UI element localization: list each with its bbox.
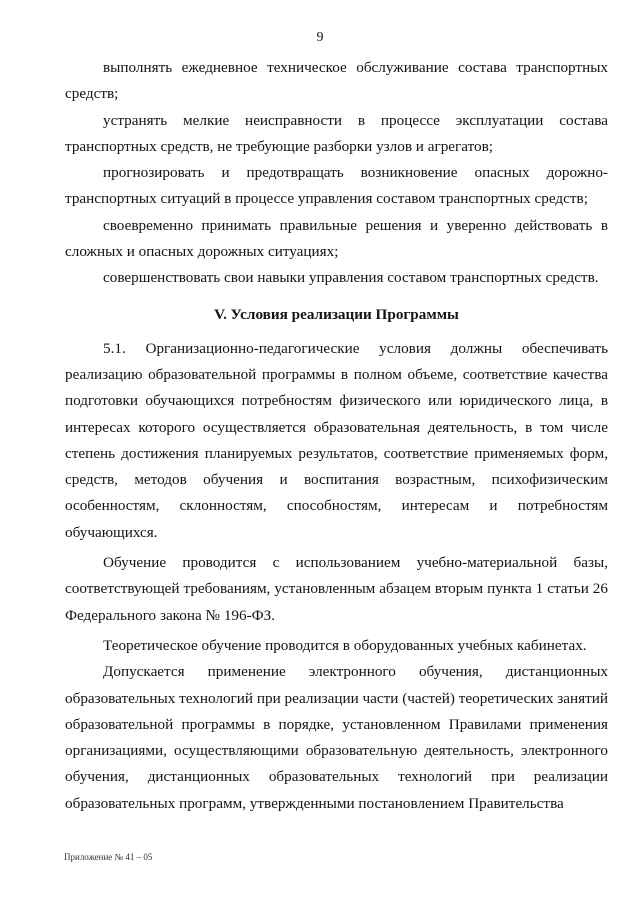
paragraph: Теоретическое обучение проводится в оборудованных учебных кабинетах.	[103, 636, 587, 654]
page-footer: Приложение № 41 – 05	[64, 852, 153, 862]
paragraph: 5.1. Организационно-педагогические условия должны обеспечивать реализацию образовательной программы в полном объеме, соответствие качества подготовки обучающихся потребностям физического или юридического лица, в интересах которого осуществляется образовательная деятельность, в том числе степень достижения планируемых результатов, соответствие применяемых форм, средств, методов обучения и воспитания возрастным, психофизическим особенностям, склонностям, способностям, интересам и потребностям обучающихся.	[65, 339, 608, 541]
list-item: устранять мелкие неисправности в процессе эксплуатации состава транспортных средств, не требующие разборки узлов и агрегатов;	[65, 111, 608, 155]
page-content	[65, 55, 608, 817]
list-item: выполнять ежедневное техническое обслуживание состава транспортных средств;	[65, 59, 608, 103]
paragraph: Допускается применение электронного обучения, дистанционных образовательных технологий при реализации части (частей) теоретических занятий образовательной программы в порядке, установленном Правилами применения организациями, осуществляющими образовательную деятельность, электронного обучения, дистанционных образовательных технологий при реализации образовательных программ, утвержденными постановлением Правительства	[65, 663, 608, 812]
list-item: совершенствовать свои навыки управления составом транспортных средств.	[103, 269, 599, 287]
paragraph: Обучение проводится с использованием учебно-материальной базы, соответствующей требованиям, установленным абзацем вторым пункта 1 статьи 26 Федерального закона № 196-ФЗ.	[65, 554, 608, 624]
page-number: 9	[316, 30, 324, 45]
section-heading: V. Условия реализации Программы	[214, 305, 459, 323]
list-item: прогнозировать и предотвращать возникновение опасных дорожно-транспортных ситуаций в процессе управления составом транспортных средств;	[65, 164, 608, 208]
list-item: своевременно принимать правильные решения и уверенно действовать в сложных и опасных дорожных ситуациях;	[65, 216, 608, 261]
